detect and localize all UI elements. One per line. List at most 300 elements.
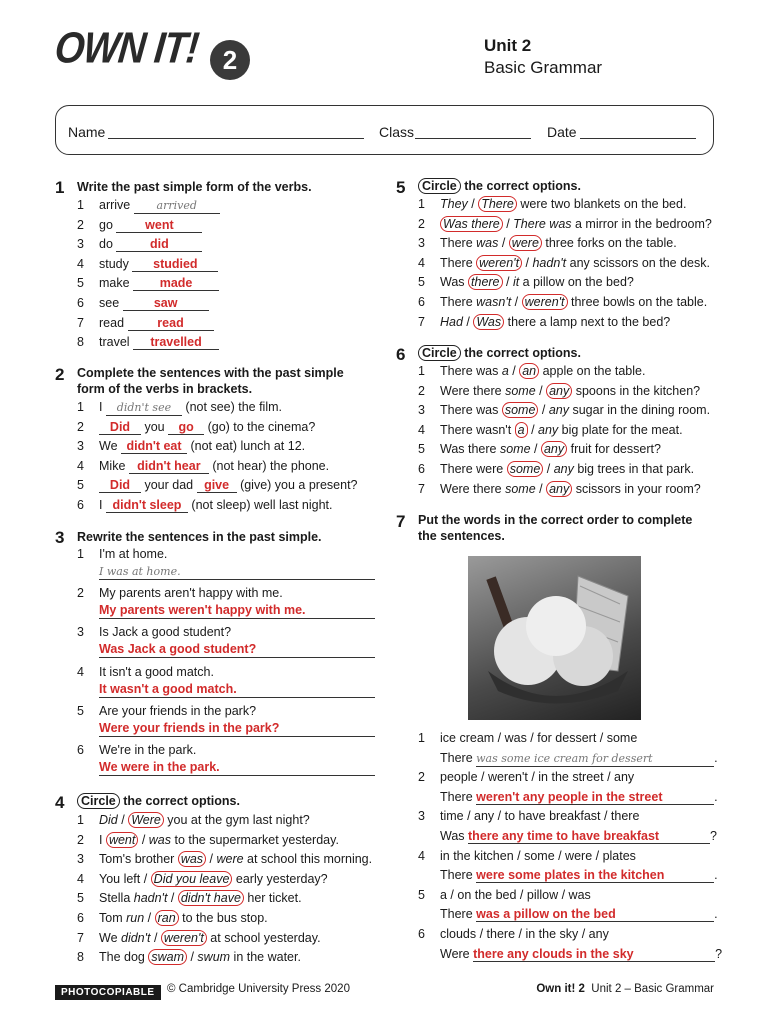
prefix-text: Was [440, 275, 469, 290]
verb: travel [99, 335, 134, 350]
rest-text: sugar in the dining room. [569, 403, 711, 418]
verb: read [99, 315, 128, 330]
name-label: Name [68, 124, 106, 140]
separator: / [167, 891, 178, 906]
prefix-text: I [99, 832, 106, 847]
item-text [440, 195, 686, 214]
item-number: 3 [77, 852, 84, 867]
prefix-text: Tom's brother [99, 852, 178, 867]
separator: / [144, 911, 155, 925]
separator: / [543, 462, 554, 476]
sentence-end: . [714, 868, 718, 883]
option-b[interactable]: didn't have [178, 890, 244, 906]
item-text [440, 293, 707, 312]
prefix-text: There wasn't [440, 422, 515, 437]
list-item [77, 437, 377, 456]
item-number: 2 [77, 419, 84, 434]
item-number: 5 [418, 887, 425, 902]
option-a[interactable]: went [106, 832, 138, 848]
item-text [99, 274, 219, 293]
rest-text: in the water. [230, 950, 301, 965]
separator: / [498, 236, 509, 251]
list-item [77, 663, 377, 682]
list-item [418, 293, 718, 312]
exercise-6-title: Circle the correct options. [418, 345, 581, 361]
option-a[interactable]: some [499, 442, 531, 457]
option-b[interactable]: weren't [522, 294, 568, 310]
list-item [77, 642, 377, 661]
subject-text: We [99, 439, 121, 454]
item-number: 5 [418, 275, 425, 290]
exercise-5-title: Circle the correct options. [418, 178, 581, 194]
exercise-6-number: 6 [396, 345, 406, 364]
list-item [418, 768, 718, 787]
option-a[interactable]: was [178, 851, 206, 867]
item-number: 3 [77, 625, 84, 640]
exercise-7-number: 7 [396, 512, 406, 531]
separator: / [502, 216, 514, 231]
item-text [99, 929, 321, 948]
sentence-line [440, 788, 718, 807]
rest-text: at school yesterday. [206, 930, 321, 945]
separator: / [138, 832, 149, 847]
rest-text: apple on the table. [539, 364, 646, 378]
item-text [99, 437, 305, 456]
answer-blank[interactable]: were some plates in the kitchen [476, 868, 714, 883]
list-item [77, 702, 377, 721]
answer-line[interactable]: Were your friends in the park? [99, 721, 375, 737]
rest-text: three bowls on the table. [567, 295, 708, 309]
item-number: 1 [77, 547, 84, 561]
item-number: 5 [77, 891, 84, 906]
separator: / [522, 255, 533, 270]
list-item [77, 682, 377, 701]
logo-level-badge: 2 [210, 40, 250, 80]
item-number: 5 [77, 478, 84, 493]
question-text: It isn't a good match. [99, 664, 214, 679]
item-number: 6 [418, 927, 425, 941]
list-item [77, 831, 377, 850]
option-b[interactable]: were [509, 235, 542, 251]
item-number: 4 [418, 848, 425, 863]
option-a[interactable]: some [505, 383, 536, 398]
sentence-line [440, 866, 718, 885]
item-number: 4 [418, 255, 425, 270]
rest-text: a pillow on the bed? [519, 275, 634, 290]
ice-cream-photo [468, 556, 641, 720]
option-a[interactable]: Was there [440, 216, 503, 232]
list-item [77, 811, 377, 830]
item-text [440, 382, 700, 401]
separator: / [143, 871, 151, 886]
subject-text: Mike [99, 458, 129, 473]
sentence-start: Were [440, 946, 474, 961]
item-number: 6 [77, 296, 84, 310]
exercise-7-title: Put the words in the correct order to complete the sentences. [418, 513, 693, 543]
list-item [77, 948, 377, 967]
separator: / [467, 197, 479, 211]
sentence-start: There [440, 789, 477, 804]
answer-line[interactable]: I was at home. [99, 564, 375, 580]
footer-unit-info: Own it! 2 Unit 2 – Basic Grammar [536, 983, 714, 995]
answer-line[interactable]: We were in the park. [99, 760, 375, 776]
rest-text: a mirror in the bedroom? [571, 216, 712, 231]
item-text [99, 496, 332, 515]
sentence-start: Was [440, 829, 469, 843]
exercise-3-title: Rewrite the sentences in the past simple. [77, 530, 322, 544]
option-b[interactable]: was [148, 832, 172, 847]
item-number: 2 [77, 217, 84, 232]
item-number: 2 [418, 216, 425, 231]
rest-text: (not hear) the phone. [208, 458, 330, 473]
item-text [99, 196, 220, 215]
item-number: 6 [77, 498, 84, 512]
option-a[interactable]: didn't [121, 930, 151, 945]
prefix-text: Tom [99, 911, 127, 925]
item-number: 1 [77, 813, 84, 827]
item-number: 4 [418, 422, 425, 437]
option-b[interactable]: any [538, 422, 559, 437]
verb: go [99, 217, 117, 232]
item-number: 7 [418, 481, 425, 496]
word-prompt: in the kitchen / some / were / plates [440, 848, 636, 863]
item-number: 1 [77, 400, 84, 414]
list-item [418, 905, 718, 924]
answer-blank[interactable]: Did [99, 420, 141, 435]
option-b[interactable]: any [553, 462, 574, 476]
rest-text: at school this morning. [243, 852, 373, 867]
item-number: 4 [77, 871, 84, 886]
word-prompt: a / on the bed / pillow / was [440, 887, 591, 902]
list-item [418, 729, 718, 748]
prefix-text: There were [440, 462, 507, 476]
option-b[interactable]: an [519, 363, 539, 379]
option-b[interactable]: any [546, 481, 572, 497]
option-a[interactable]: a [515, 422, 528, 438]
date-label: Date [547, 124, 577, 140]
separator: / [206, 852, 217, 867]
item-text [99, 418, 315, 437]
list-item [418, 480, 718, 499]
sentence-start: There [440, 907, 477, 922]
question-text: My parents aren't happy with me. [99, 586, 283, 601]
option-b[interactable]: weren't [161, 930, 207, 946]
separator: / [535, 383, 547, 398]
option-a[interactable]: They [440, 197, 468, 211]
prefix-text: The dog [99, 950, 149, 965]
list-item [77, 333, 377, 352]
rest-text: three forks on the table. [541, 236, 677, 251]
verb: see [99, 296, 123, 310]
answer-line[interactable]: It wasn't a good match. [99, 682, 375, 698]
prefix-text: Was there [440, 442, 500, 457]
option-a[interactable]: a [501, 364, 509, 378]
list-item [77, 196, 377, 215]
verb: study [99, 256, 133, 271]
sentence-start: There [440, 868, 477, 883]
list-item [77, 760, 377, 779]
rest-text: scissors in your room? [572, 481, 701, 496]
item-number: 2 [77, 832, 84, 847]
list-item [77, 496, 377, 515]
rest-text: (not eat) lunch at 12. [187, 439, 306, 454]
item-text [99, 831, 339, 850]
verb: arrive [99, 198, 134, 212]
prefix-text: There was [440, 403, 502, 418]
rest-text: early yesterday? [232, 871, 328, 886]
list-item [418, 827, 718, 846]
list-item [77, 850, 377, 869]
option-b[interactable]: Was [473, 314, 504, 330]
sentence-end: ? [715, 946, 723, 961]
class-label: Class [379, 124, 415, 140]
item-number: 3 [418, 403, 425, 418]
answer-blank[interactable]: give [197, 478, 237, 493]
list-item [418, 460, 718, 479]
answer-blank[interactable]: didn't sleep [106, 498, 188, 513]
unit-title: Basic Grammar [484, 58, 603, 77]
option-a[interactable]: swam [148, 949, 187, 965]
answer-blank[interactable]: there any time to have breakfast [468, 829, 710, 844]
item-number: 5 [418, 442, 425, 457]
list-item [77, 457, 377, 476]
option-a[interactable]: Did [99, 813, 118, 827]
item-number: 7 [418, 314, 425, 329]
item-text [440, 440, 661, 459]
list-item [77, 294, 377, 313]
answer-blank[interactable]: went [116, 218, 202, 233]
list-item [418, 945, 723, 964]
option-b[interactable]: swum [197, 950, 231, 965]
answer-blank[interactable]: saw [123, 296, 209, 311]
answer-blank[interactable]: read [128, 316, 214, 331]
item-text [99, 235, 202, 254]
item-text [440, 480, 701, 499]
option-b[interactable]: Did you leave [151, 871, 233, 887]
answer-blank[interactable]: studied [132, 257, 218, 272]
option-b[interactable]: any [541, 441, 567, 457]
list-item [418, 254, 718, 273]
item-text [99, 909, 268, 928]
answer-blank[interactable]: didn't eat [121, 439, 187, 454]
word-prompt: ice cream / was / for dessert / some [440, 731, 638, 745]
rest-text: (give) you a present? [236, 478, 358, 493]
word-prompt: clouds / there / in the sky / any [440, 927, 609, 941]
item-number: 6 [77, 743, 84, 757]
exercise-5-number: 5 [396, 178, 406, 197]
list-item [77, 889, 377, 908]
list-item [418, 421, 718, 440]
item-text [440, 460, 694, 479]
item-text [99, 476, 358, 495]
answer-blank[interactable]: go [168, 420, 204, 435]
item-number: 1 [418, 731, 425, 745]
option-a[interactable]: some [507, 461, 544, 477]
answer-blank[interactable]: made [133, 276, 219, 291]
prefix-text: There [440, 295, 477, 309]
subject-text: I [99, 498, 106, 512]
list-item [77, 418, 377, 437]
item-number: 7 [77, 315, 84, 330]
item-number: 1 [77, 198, 84, 212]
option-a[interactable]: was [476, 236, 499, 251]
rest-text: (not sleep) well last night. [187, 498, 333, 512]
sentence-end: . [714, 907, 718, 922]
item-number: 8 [77, 335, 84, 350]
item-text [440, 254, 710, 273]
item-number: 6 [418, 295, 425, 309]
option-a[interactable]: some [502, 402, 539, 418]
item-text [99, 889, 302, 908]
answer-blank[interactable]: did [116, 237, 202, 252]
list-item [418, 362, 718, 381]
separator: / [117, 813, 129, 827]
verb: make [99, 276, 134, 291]
list-item [77, 476, 377, 495]
rest-text: to the bus stop. [178, 911, 268, 925]
rest-text: spoons in the kitchen? [572, 383, 701, 398]
rest-text: big trees in that park. [573, 462, 695, 476]
list-item [77, 929, 377, 948]
option-a[interactable]: Had [440, 314, 463, 329]
option-b[interactable]: hadn't [532, 255, 567, 270]
item-number: 5 [77, 703, 84, 718]
prefix-text: There was [440, 364, 502, 378]
separator: / [535, 481, 547, 496]
list-item [418, 788, 718, 807]
item-number: 4 [77, 458, 84, 473]
list-item [77, 603, 377, 622]
list-item [418, 195, 718, 214]
list-item [77, 235, 377, 254]
list-item [77, 870, 377, 889]
list-item [77, 255, 377, 274]
answer-blank[interactable]: arrived [134, 199, 220, 214]
answer-blank[interactable]: weren't any people in the street [476, 790, 714, 805]
item-number: 6 [418, 462, 425, 476]
option-b[interactable]: any [548, 403, 569, 418]
list-item [418, 886, 718, 905]
sentence-end: ? [710, 829, 717, 843]
question-text: Is Jack a good student? [99, 625, 232, 640]
date-field[interactable] [580, 138, 696, 139]
separator: / [502, 275, 513, 290]
separator: / [508, 364, 520, 378]
exercise-1-title: Write the past simple form of the verbs. [77, 180, 312, 194]
list-item [77, 584, 377, 603]
item-number: 4 [77, 664, 84, 679]
answer-line[interactable]: Was Jack a good student? [99, 642, 375, 658]
option-b[interactable]: There [478, 196, 517, 212]
list-item [77, 623, 377, 642]
sentence-end: . [714, 750, 718, 765]
list-item [77, 909, 377, 928]
option-b[interactable]: were [216, 852, 244, 867]
item-text [440, 401, 710, 420]
photocopiable-tag: PHOTOCOPIABLE [55, 985, 161, 1000]
item-text [99, 255, 218, 274]
item-number: 4 [77, 256, 84, 271]
exercise-2-number: 2 [55, 365, 65, 384]
rest-text: (go) to the cinema? [204, 419, 316, 434]
subject-text: your dad [141, 478, 197, 493]
option-a[interactable]: hadn't [133, 891, 168, 906]
list-item [418, 313, 718, 332]
answer-blank[interactable]: didn't see [106, 401, 182, 416]
item-number: 2 [418, 770, 425, 785]
brand-logo: OWN IT! [52, 24, 201, 74]
answer-blank[interactable]: was some ice cream for dessert [476, 752, 714, 767]
separator: / [187, 950, 198, 965]
answer-line[interactable]: My parents weren't happy with me. [99, 603, 375, 619]
answer-blank[interactable]: didn't hear [129, 459, 209, 474]
answer-blank[interactable]: there any clouds in the sky [473, 947, 715, 962]
list-item [77, 564, 377, 583]
option-b[interactable]: ran [155, 910, 179, 926]
option-b[interactable]: Were [128, 812, 164, 828]
subject-text: you [141, 419, 169, 434]
list-item [77, 721, 377, 740]
name-field[interactable] [108, 138, 364, 139]
option-a[interactable]: weren't [476, 255, 522, 271]
rest-text: big plate for the meat. [558, 422, 683, 437]
exercise-4-title: Circle the correct options. [77, 793, 240, 809]
item-number: 8 [77, 950, 84, 965]
item-text [99, 333, 219, 352]
separator: / [527, 422, 539, 437]
item-text [99, 870, 328, 889]
answer-blank[interactable]: travelled [133, 335, 219, 350]
item-text [440, 313, 670, 332]
sentence-line [440, 827, 717, 846]
sentence-end: . [714, 789, 718, 804]
exercise-1-number: 1 [55, 178, 65, 197]
question-text: Are your friends in the park? [99, 703, 257, 718]
rest-text: (not see) the film. [181, 400, 282, 414]
item-number: 2 [77, 586, 84, 601]
subject-text: I [99, 400, 106, 414]
sentence-line [440, 945, 722, 964]
exercise-2-title: Complete the sentences with the past simple form of the verbs in brackets. [77, 366, 344, 396]
rest-text: fruit for dessert? [567, 442, 661, 457]
item-number: 5 [77, 276, 84, 291]
prefix-text: There [440, 255, 477, 270]
word-prompt: people / weren't / in the street / any [440, 770, 635, 785]
list-item [418, 807, 718, 826]
item-number: 6 [77, 911, 84, 925]
item-number: 3 [77, 439, 84, 454]
option-b[interactable]: There was [513, 216, 572, 231]
rest-text: you at the gym last night? [163, 813, 310, 827]
option-a[interactable]: some [505, 481, 536, 496]
list-item [77, 398, 377, 417]
option-a[interactable]: run [126, 911, 145, 925]
list-item [418, 273, 718, 292]
answer-blank[interactable]: was a pillow on the bed [476, 907, 714, 922]
item-number: 3 [77, 237, 84, 252]
answer-blank[interactable]: Did [99, 478, 141, 493]
item-text [99, 948, 301, 967]
option-a[interactable]: wasn't [476, 295, 512, 309]
option-b[interactable]: it [512, 275, 520, 290]
option-b[interactable]: any [546, 383, 572, 399]
option-a[interactable]: there [468, 274, 503, 290]
separator: / [530, 442, 541, 457]
list-item [77, 545, 377, 564]
separator: / [462, 314, 474, 329]
sentence-start: There [440, 750, 477, 765]
class-field[interactable] [415, 138, 531, 139]
